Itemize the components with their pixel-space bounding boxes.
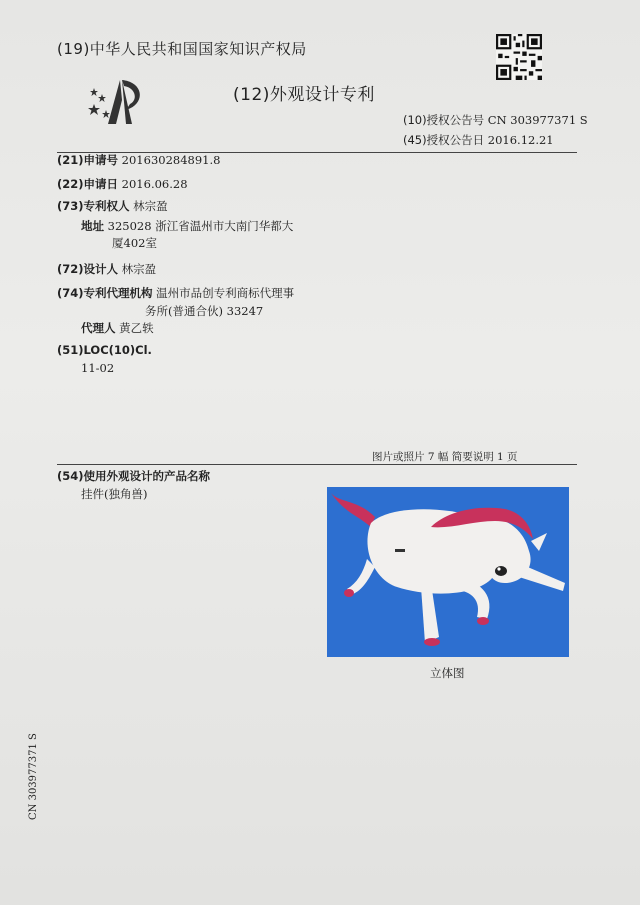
patentee-value: 林宗盈 xyxy=(133,199,168,213)
publication-number xyxy=(403,112,588,128)
publication-date-value: 2016.12.21 xyxy=(487,133,554,147)
loc-classification xyxy=(57,343,152,357)
publication-number-label: (10)授权公告号 xyxy=(403,113,485,127)
product-name-label: (54)使用外观设计的产品名称 xyxy=(57,469,211,483)
side-publication-number: CN 303977371 S xyxy=(28,733,39,820)
designer-label: (72)设计人 xyxy=(57,262,119,276)
figure-caption: 立体图 xyxy=(430,666,465,680)
designer-value: 林宗盈 xyxy=(121,262,157,276)
body-divider xyxy=(57,464,577,465)
address-label: 地址 xyxy=(81,219,104,233)
application-number xyxy=(57,152,220,168)
filing-date xyxy=(57,176,188,192)
office-name: (19)中华人民共和国国家知识产权局 xyxy=(57,40,307,58)
loc-label: (51)LOC(10)Cl. xyxy=(57,343,152,357)
designer xyxy=(57,261,156,277)
patentee xyxy=(57,198,168,214)
product-photo xyxy=(327,487,569,657)
product-name: 挂件(独角兽) xyxy=(81,487,148,501)
figure-counts: 图片或照片 7 幅 简要说明 1 页 xyxy=(372,451,518,463)
cnipa-logo xyxy=(86,74,152,126)
filing-date-label: (22)申请日 xyxy=(57,177,119,191)
agency-value-line2: 务所(普通合伙) 33247 xyxy=(145,304,264,318)
application-number-label: (21)申请号 xyxy=(57,153,119,167)
filing-date-value: 2016.06.28 xyxy=(121,177,188,191)
patentee-label: (73)专利权人 xyxy=(57,199,130,213)
address-value-line2: 厦402室 xyxy=(112,236,157,250)
qr-code xyxy=(496,34,542,80)
document-type: (12)外观设计专利 xyxy=(233,85,375,105)
loc-value: 11-02 xyxy=(81,361,115,375)
address xyxy=(81,218,293,234)
publication-date-label: (45)授权公告日 xyxy=(403,133,485,147)
agent xyxy=(81,320,154,336)
agency-value-line1: 温州市品创专利商标代理事 xyxy=(156,286,295,300)
agency-label: (74)专利代理机构 xyxy=(57,286,153,300)
agency xyxy=(57,285,294,301)
agent-label: 代理人 xyxy=(81,321,116,335)
application-number-value: 201630284891.8 xyxy=(121,153,221,167)
unicorn-figure xyxy=(327,487,569,657)
agent-value: 黄乙轶 xyxy=(119,321,154,335)
publication-number-value: CN 303977371 S xyxy=(487,113,588,127)
publication-date xyxy=(403,132,554,148)
address-value-line1: 325028 浙江省温州市大南门华都大 xyxy=(107,219,294,233)
